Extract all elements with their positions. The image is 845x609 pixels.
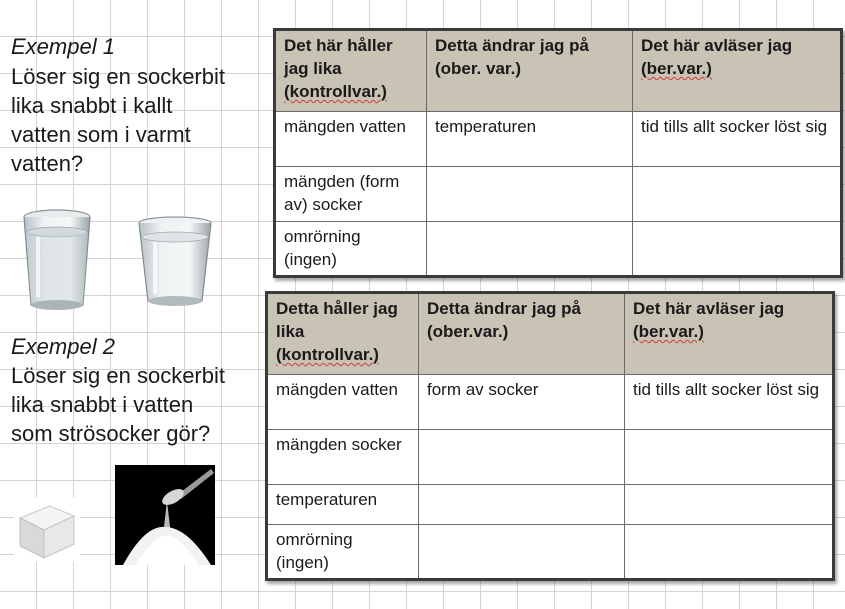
table-cell: mängden socker xyxy=(267,430,419,485)
sugar-cube-icon xyxy=(14,498,80,562)
table-cell xyxy=(419,430,625,485)
example2-heading: Exempel 2 xyxy=(11,334,115,359)
table-row xyxy=(275,112,842,167)
table-cell: form av socker xyxy=(419,375,625,430)
water-glass-icon xyxy=(22,207,92,315)
table-cell xyxy=(419,485,625,525)
table-row xyxy=(267,430,834,485)
table-cell: mängden vatten xyxy=(275,112,427,167)
example1-question-line: vatten som i varmt xyxy=(11,122,191,147)
table-cell: tid tills allt socker löst sig xyxy=(625,375,834,430)
table-cell: tid tills allt socker löst sig xyxy=(633,112,842,167)
table-cell: mängden vatten xyxy=(267,375,419,430)
example2-question-line: lika snabbt i vatten xyxy=(11,392,194,417)
example1-question-line: vatten? xyxy=(11,151,84,176)
table-row xyxy=(267,375,834,430)
table-cell: omrörning (ingen) xyxy=(267,525,419,580)
variables-table-1 xyxy=(273,28,843,278)
example1-question-line: lika snabbt i kallt xyxy=(11,93,173,118)
header-independent-variable: Detta ändrar jag på (ober. var.) xyxy=(427,30,633,112)
table-cell xyxy=(625,525,834,580)
example1-heading: Exempel 1 xyxy=(11,34,115,59)
table-cell xyxy=(633,167,842,222)
table-row xyxy=(275,222,842,277)
table-cell xyxy=(427,167,633,222)
example2-question-line: som strösocker gör? xyxy=(11,421,211,446)
header-control-variable: Detta håller jag lika (kontrollvar.) xyxy=(267,293,419,375)
table-cell: temperaturen xyxy=(427,112,633,167)
example2-question xyxy=(11,361,225,448)
header-independent-variable: Detta ändrar jag på (ober.var.) xyxy=(419,293,625,375)
table-cell: omrörning (ingen) xyxy=(275,222,427,277)
table-cell xyxy=(633,222,842,277)
table-row xyxy=(267,485,834,525)
table-cell: mängden (form av) socker xyxy=(275,167,427,222)
example2-question-line: Löser sig en sockerbit xyxy=(11,363,225,388)
example1-question xyxy=(11,62,225,178)
table-row xyxy=(275,167,842,222)
header-dependent-variable: Det här avläser jag (ber.var.) xyxy=(633,30,842,112)
header-dependent-variable: Det här avläser jag (ber.var.) xyxy=(625,293,834,375)
header-control-variable: Det här håller jag lika (kontrollvar.) xyxy=(275,30,427,112)
table-cell xyxy=(427,222,633,277)
example1-question-line: Löser sig en sockerbit xyxy=(11,64,225,89)
table-row xyxy=(267,525,834,580)
table-cell xyxy=(419,525,625,580)
granulated-sugar-icon xyxy=(115,465,215,565)
table-cell: temperaturen xyxy=(267,485,419,525)
water-glass-icon xyxy=(136,215,214,311)
variables-table-2 xyxy=(265,291,835,581)
table-cell xyxy=(625,430,834,485)
table-cell xyxy=(625,485,834,525)
